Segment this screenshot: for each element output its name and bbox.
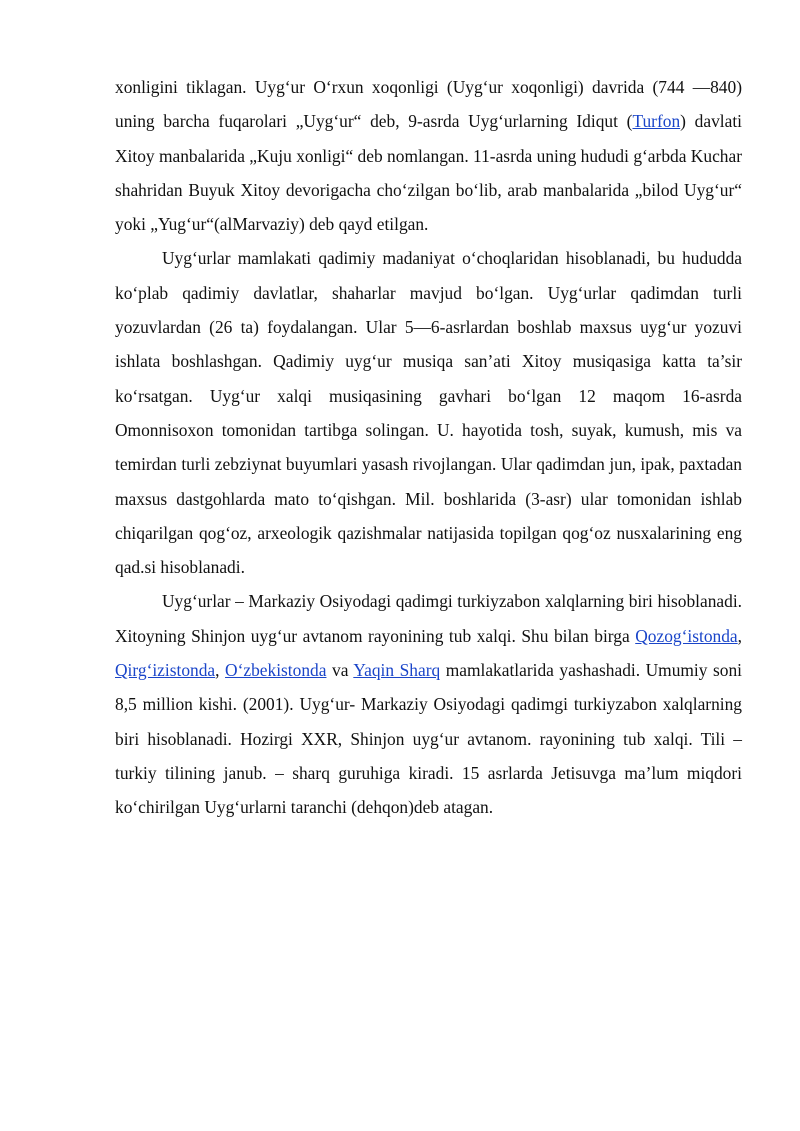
paragraph-3 xyxy=(115,584,742,824)
paragraph-3-text-b: mamlakatlarida yashashadi. Umumiy soni 8,5 million kishi. (2001). Uyg‘ur- Markaziy Osiyodagi qadimgi turkiyzabon xalqlarning biri hisoblanadi. Hozirgi XXR, Shinjon uyg‘ur avtanom. rayonining tub xalqi. Tili – turkiy tilining janub. – sharq guruhiga kiradi. 15 asrlarda Jetisuvga ma’lum miqdori ko‘chirilgan Uyg‘urlarni taranchi (dehqon)deb atagan. xyxy=(115,660,742,818)
separator-1: , xyxy=(737,625,742,646)
link-qirgizistonda[interactable]: Qirg‘izistonda xyxy=(115,660,216,681)
paragraph-1-text-a: xonligini tiklagan. Uyg‘ur O‘rxun xoqonligi (Uyg‘ur xoqonligi) davrida (744 —840) uning barcha fuqarolari „Uyg‘ur“ deb, 9-asrda Uyg‘urlarning Idiqut ( xyxy=(115,77,742,132)
link-qozogistonda[interactable]: Qozog‘istonda xyxy=(635,625,738,646)
link-ozbekistonda[interactable]: O‘zbekistonda xyxy=(225,660,327,681)
link-turfon[interactable]: Turfon xyxy=(632,111,681,132)
paragraph-1-text-b: ) davlati Xitoy manbalarida „Kuju xonligi“ deb nomlangan. 11-asrda uning hududi g‘arbda Kuchar shahridan Buyuk Xitoy devorigacha cho‘zilgan bo‘lib, arab manbalarida „bilod Uyg‘ur“ yoki „Yug‘ur“(alMarvaziy) deb qayd etilgan. xyxy=(115,111,742,235)
paragraph-2: Uyg‘urlar mamlakati qadimiy madaniyat o‘choqlaridan hisoblanadi, bu hududda ko‘plab qadimiy davlatlar, shaharlar mavjud bo‘lgan. Uyg‘urlar qadimdan turli yozuvlardan (26 ta) foydalangan. Ular 5—6-asrlardan boshlab maxsus uyg‘ur yozuvi ishlata boshlashgan. Qadimiy uyg‘ur musiqa san’ati Xitoy musiqasiga katta ta’sir ko‘rsatgan. Uyg‘ur xalqi musiqasining gavhari bo‘lgan 12 maqom 16-asrda Omonnisoxon tomonidan tartibga solingan. U. hayotida tosh, suyak, kumush, mis va temirdan turli zebziynat buyumlari yasash rivojlangan. Ular qadimdan jun, ipak, paxtadan maxsus dastgohlarda mato to‘qishgan. Mil. boshlarida (3-asr) ular tomonidan ishlab chiqarilgan qog‘oz, arxeologik qazishmalar natijasida topilgan qog‘oz nusxalarining eng qad.si hisoblanadi. xyxy=(115,248,742,578)
document-body xyxy=(115,70,742,825)
separator-3: va xyxy=(326,660,354,681)
link-yaqin-sharq[interactable]: Yaqin Sharq xyxy=(353,660,441,681)
paragraph-1 xyxy=(115,70,742,241)
separator-2: , xyxy=(215,660,226,681)
paragraph-3-text-a: Uyg‘urlar – Markaziy Osiyodagi qadimgi turkiyzabon xalqlarning biri hisoblanadi. Xitoyning Shinjon uyg‘ur avtanom rayonining tub xalqi. Shu bilan birga xyxy=(115,591,742,646)
